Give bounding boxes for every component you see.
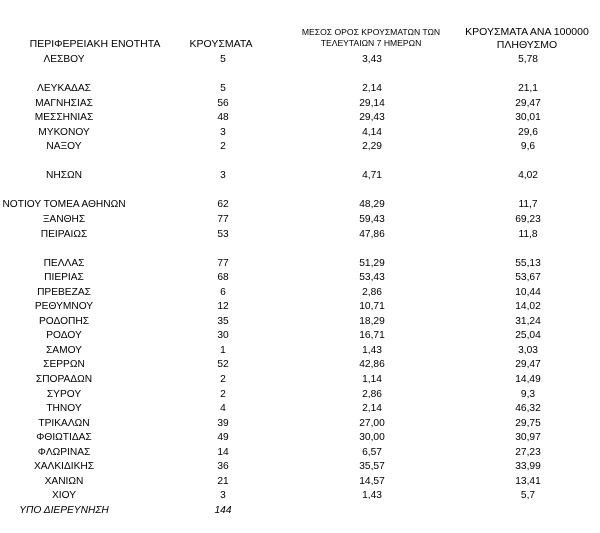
per-100000-cell: 14,02 bbox=[515, 301, 541, 313]
region-cell: ΦΛΩΡΙΝΑΣ bbox=[37, 446, 91, 458]
table-row bbox=[0, 257, 600, 272]
average-cell: 2,14 bbox=[362, 83, 382, 95]
per-100000-cell: 13,41 bbox=[515, 475, 541, 487]
average-cell: 59,43 bbox=[359, 214, 385, 226]
region-cell: ΣΕΡΡΩΝ bbox=[43, 359, 85, 371]
table-row bbox=[0, 358, 600, 373]
cases-cell: 5 bbox=[220, 54, 226, 65]
cases-cell: 53 bbox=[217, 228, 229, 240]
region-cell: ΝΗΣΩΝ bbox=[46, 170, 82, 182]
cases-cell: 2 bbox=[220, 374, 226, 386]
region-cell: ΞΑΝΘΗΣ bbox=[42, 214, 86, 226]
per-100000-cell: 69,23 bbox=[515, 214, 541, 226]
table-row bbox=[0, 446, 600, 461]
cases-cell: 2 bbox=[220, 388, 226, 400]
table-row bbox=[0, 82, 600, 97]
per-100000-cell: 11,7 bbox=[518, 199, 538, 211]
per-100000-cell: 55,13 bbox=[515, 257, 541, 269]
header-cases-per-100000-line2: ΠΛΗΘΥΣΜΟ bbox=[496, 39, 558, 51]
cases-cell: 3 bbox=[220, 126, 226, 138]
table-row bbox=[0, 344, 600, 359]
cases-cell: 1 bbox=[220, 344, 226, 356]
region-cell: ΝΟΤΙΟΥ ΤΟΜΕΑ ΑΘΗΝΩΝ bbox=[2, 199, 126, 211]
cases-cell: 3 bbox=[220, 490, 226, 502]
region-cell: ΝΑΞΟΥ bbox=[46, 141, 82, 153]
average-cell: 16,71 bbox=[359, 330, 385, 342]
region-cell: ΜΕΣΣΗΝΙΑΣ bbox=[34, 112, 94, 124]
average-cell: 27,00 bbox=[359, 417, 385, 429]
region-cell: ΣΑΜΟΥ bbox=[46, 344, 82, 356]
table-row bbox=[0, 228, 600, 243]
per-100000-cell: 11,8 bbox=[518, 228, 538, 240]
table-row bbox=[0, 213, 600, 228]
header-7day-average bbox=[290, 27, 452, 49]
per-100000-cell: 29,75 bbox=[515, 417, 541, 429]
table-row bbox=[0, 315, 600, 330]
cases-cell: 14 bbox=[217, 446, 229, 458]
region-cell: ΤΗΝΟΥ bbox=[46, 403, 82, 415]
per-100000-cell: 29,47 bbox=[515, 359, 541, 371]
header-region: ΠΕΡΙΦΕΡΕΙΑΚΗ ΕΝΟΤΗΤΑ bbox=[29, 38, 161, 50]
header-7day-average-line2: ΤΕΛΕΥΤΑΙΩΝ 7 ΗΜΕΡΩΝ bbox=[320, 38, 422, 48]
region-cell: ΡΟΔΟΥ bbox=[46, 330, 82, 342]
table-row bbox=[0, 417, 600, 432]
region-cell: ΧΑΛΚΙΔΙΚΗΣ bbox=[33, 461, 95, 473]
average-cell: 4,71 bbox=[362, 170, 382, 182]
cases-cell: 5 bbox=[220, 83, 226, 95]
cases-cell: 62 bbox=[217, 199, 229, 211]
per-100000-cell: 30,97 bbox=[515, 432, 541, 444]
per-100000-cell: 4,02 bbox=[518, 170, 538, 182]
cases-cell: 2 bbox=[220, 141, 226, 153]
cases-cell: 56 bbox=[217, 97, 229, 109]
per-100000-cell: 9,6 bbox=[520, 141, 536, 153]
average-cell: 48,29 bbox=[359, 199, 385, 211]
average-cell: 35,57 bbox=[359, 461, 385, 473]
cases-cell: 21 bbox=[217, 475, 229, 487]
average-cell: 2,86 bbox=[362, 388, 382, 400]
region-cell: ΧΙΟΥ bbox=[51, 490, 77, 502]
region-cell: ΜΥΚΟΝΟΥ bbox=[38, 126, 90, 138]
table-row bbox=[0, 489, 600, 504]
cases-cell: 68 bbox=[217, 272, 229, 284]
per-100000-cell: 31,24 bbox=[515, 315, 541, 327]
cases-cell: 4 bbox=[220, 403, 226, 415]
average-cell: 42,86 bbox=[359, 359, 385, 371]
table-row bbox=[0, 286, 600, 301]
region-cell: ΛΕΣΒΟΥ bbox=[43, 54, 85, 65]
average-cell: 2,29 bbox=[362, 141, 382, 153]
region-cell: ΠΡΕΒΕΖΑΣ bbox=[37, 286, 91, 298]
header-cases-per-100000 bbox=[456, 26, 598, 52]
region-cell: ΠΕΙΡΑΙΩΣ bbox=[40, 228, 88, 240]
header-cases: ΚΡΟΥΣΜΑΤΑ bbox=[189, 38, 253, 50]
average-cell: 4,14 bbox=[362, 126, 382, 138]
per-100000-cell: 30,01 bbox=[515, 112, 541, 124]
table-row bbox=[0, 271, 600, 286]
table-row bbox=[0, 169, 600, 184]
cases-cell: 12 bbox=[217, 301, 229, 313]
cases-cell: 49 bbox=[217, 432, 229, 444]
average-cell: 30,00 bbox=[359, 432, 385, 444]
cases-cell: 30 bbox=[217, 330, 229, 342]
average-cell: 6,57 bbox=[362, 446, 382, 458]
table-row bbox=[0, 53, 600, 68]
per-100000-cell: 14,49 bbox=[515, 374, 541, 386]
spacer-row bbox=[0, 242, 600, 257]
region-cell: ΡΟΔΟΠΗΣ bbox=[38, 315, 90, 327]
per-100000-cell: 9,3 bbox=[520, 388, 536, 400]
average-cell: 2,86 bbox=[362, 286, 382, 298]
table-row bbox=[0, 431, 600, 446]
table-row bbox=[0, 460, 600, 475]
average-cell: 29,14 bbox=[359, 97, 385, 109]
cases-cell: 48 bbox=[217, 112, 229, 124]
average-cell: 10,71 bbox=[359, 301, 385, 313]
average-cell: 14,57 bbox=[359, 475, 385, 487]
region-cell: ΦΘΙΩΤΙΔΑΣ bbox=[36, 432, 92, 444]
average-cell: 18,29 bbox=[359, 315, 385, 327]
per-100000-cell: 46,32 bbox=[515, 403, 541, 415]
region-cell: ΡΕΘΥΜΝΟΥ bbox=[34, 301, 94, 313]
average-cell: 53,43 bbox=[359, 272, 385, 284]
region-cell: ΧΑΝΙΩΝ bbox=[44, 475, 84, 487]
table-row bbox=[0, 300, 600, 315]
spacer-row bbox=[0, 68, 600, 83]
spacer-row bbox=[0, 155, 600, 170]
region-cell: ΣΥΡΟΥ bbox=[46, 388, 82, 400]
per-100000-cell: 5,78 bbox=[518, 54, 538, 65]
average-cell: 1,43 bbox=[362, 344, 382, 356]
cases-cell: 35 bbox=[217, 315, 229, 327]
average-cell: 2,14 bbox=[362, 403, 382, 415]
table-row bbox=[0, 329, 600, 344]
per-100000-cell: 29,6 bbox=[518, 126, 538, 138]
cases-cell: 3 bbox=[220, 170, 226, 182]
region-cell: ΜΑΓΝΗΣΙΑΣ bbox=[35, 97, 93, 109]
per-100000-cell: 21,1 bbox=[518, 83, 538, 95]
cases-cell: 39 bbox=[217, 417, 229, 429]
table-row bbox=[0, 126, 600, 141]
table-row bbox=[0, 504, 600, 519]
average-cell: 1,14 bbox=[362, 374, 382, 386]
table-row bbox=[0, 111, 600, 126]
region-cell: ΛΕΥΚΑΔΑΣ bbox=[37, 83, 91, 95]
spacer-row bbox=[0, 184, 600, 199]
per-100000-cell: 27,23 bbox=[515, 446, 541, 458]
region-cell: ΠΙΕΡΙΑΣ bbox=[44, 272, 84, 284]
header-7day-average-line1: ΜΕΣΟΣ ΟΡΟΣ ΚΡΟΥΣΜΑΤΩΝ ΤΩΝ bbox=[301, 27, 441, 37]
per-100000-cell: 25,04 bbox=[515, 330, 541, 342]
table-row bbox=[0, 402, 600, 417]
header-cases-per-100000-line1: ΚΡΟΥΣΜΑΤΑ ΑΝΑ 100000 bbox=[465, 26, 589, 38]
cases-cell: 77 bbox=[217, 257, 229, 269]
data-table bbox=[0, 53, 600, 519]
table-row bbox=[0, 140, 600, 155]
average-cell: 51,29 bbox=[359, 257, 385, 269]
region-cell: ΥΠΟ ΔΙΕΡΕΥΝΗΣΗ bbox=[19, 504, 109, 516]
region-cell: ΤΡΙΚΑΛΩΝ bbox=[38, 417, 90, 429]
region-cell: ΣΠΟΡΑΔΩΝ bbox=[35, 374, 93, 386]
table-row bbox=[0, 373, 600, 388]
per-100000-cell: 29,47 bbox=[515, 97, 541, 109]
cases-cell: 77 bbox=[217, 214, 229, 226]
table-row bbox=[0, 475, 600, 490]
cases-cell: 144 bbox=[214, 504, 232, 516]
table-row bbox=[0, 97, 600, 112]
region-cell: ΠΕΛΛΑΣ bbox=[43, 257, 85, 269]
per-100000-cell: 10,44 bbox=[515, 286, 541, 298]
per-100000-cell: 53,67 bbox=[515, 272, 541, 284]
cases-cell: 52 bbox=[217, 359, 229, 371]
average-cell: 3,43 bbox=[362, 54, 382, 65]
average-cell: 47,86 bbox=[359, 228, 385, 240]
per-100000-cell: 33,99 bbox=[515, 461, 541, 473]
cases-cell: 36 bbox=[217, 461, 229, 473]
per-100000-cell: 3,03 bbox=[518, 344, 538, 356]
table-row bbox=[0, 198, 600, 213]
cases-cell: 6 bbox=[220, 286, 226, 298]
average-cell: 29,43 bbox=[359, 112, 385, 124]
average-cell: 1,43 bbox=[362, 490, 382, 502]
per-100000-cell: 5,7 bbox=[520, 490, 536, 502]
table-row bbox=[0, 388, 600, 403]
